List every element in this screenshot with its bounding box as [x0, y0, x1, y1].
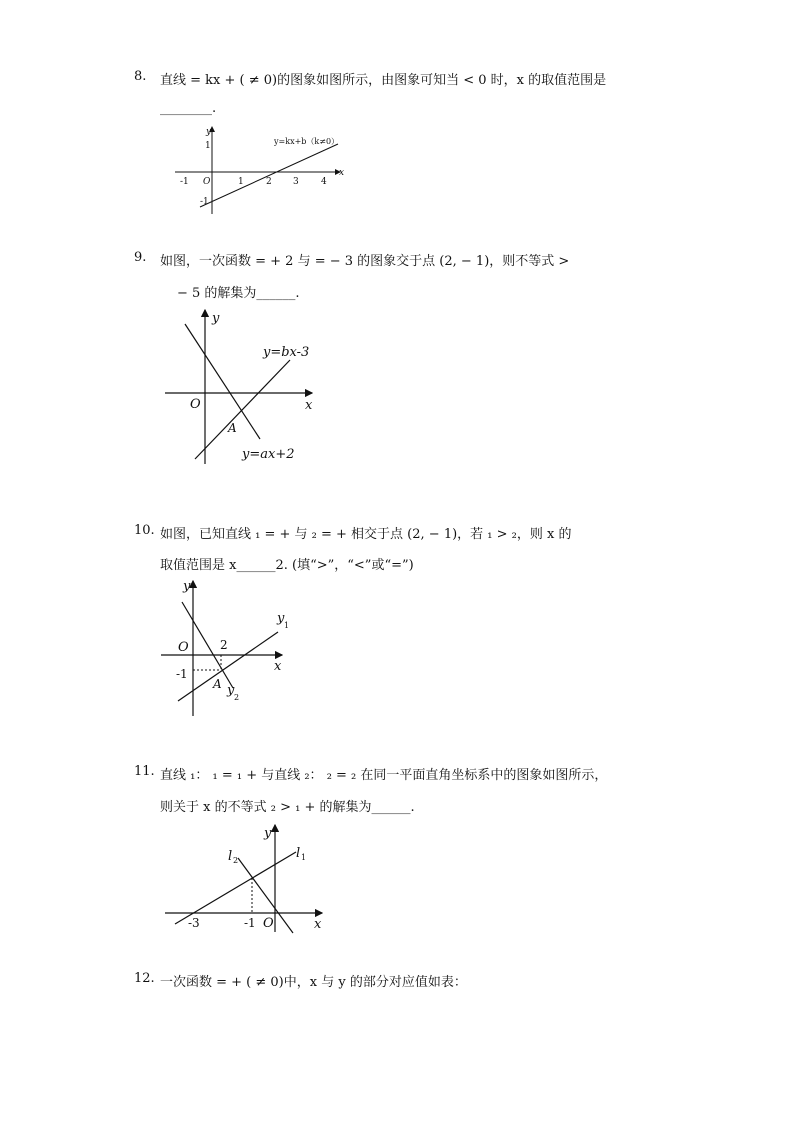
q11-tick-m1: -1 [244, 916, 256, 930]
q10-text-line1: 如图，已知直线 ₁ = + 与 ₂ = + 相交于点 (2, − 1)，若 ₁ > ₂，则 x 的 [160, 527, 572, 542]
q8-line-label: y=kx+b（k≠0） [274, 137, 340, 146]
q10-tick-m1: -1 [176, 667, 188, 681]
q8-blank: ________. [160, 101, 217, 116]
q11-figure [160, 820, 330, 940]
q8-tick-x3: 3 [293, 177, 299, 187]
q8-tick-x1: 1 [238, 177, 244, 187]
q10-label-y2-sub: 2 [234, 693, 240, 702]
q9-figure [160, 304, 330, 466]
q10-x-label: x [274, 659, 282, 674]
q9-text-line2: − 5 的解集为______. [177, 286, 300, 301]
q10-label-y1-sub: 1 [284, 621, 290, 630]
q11-y-label: y [264, 826, 272, 841]
q11-number: 11. [134, 764, 155, 779]
q8-tick-ym1: -1 [200, 197, 209, 207]
q9-line-ax2 [185, 324, 260, 439]
q9-x-label: x [305, 398, 313, 413]
q9-text-line1: 如图，一次函数 = + 2 与 = − 3 的图象交于点 (2, − 1)，则不等式 > [160, 254, 570, 269]
q8-line [200, 144, 338, 207]
q10-label-y2: y [227, 683, 235, 698]
q10-label-y1: y [277, 611, 285, 626]
q10-origin: O [178, 640, 189, 655]
q10-y-label: y [183, 579, 191, 594]
q10-tick-2: 2 [220, 638, 228, 652]
q10-figure [158, 576, 298, 718]
q11-text-line1: 直线 ₁： ₁ = ₁ + 与直线 ₂： ₂ = ₂ 在同一平面直角坐标系中的图象如图所示， [160, 768, 608, 783]
q11-label-l1: l [296, 846, 301, 861]
q8-tick-y1: 1 [205, 141, 211, 151]
q11-label-l2-sub: 2 [233, 856, 239, 865]
q9-origin: O [190, 397, 201, 412]
q8-tick-x2: 2 [266, 177, 272, 187]
q8-y-label: y [206, 127, 212, 137]
q8-number: 8. [134, 69, 147, 84]
q11-x-label: x [314, 917, 322, 932]
q11-label-l2: l [228, 849, 233, 864]
q8-origin: O [203, 177, 211, 187]
q8-tick-xm1: -1 [180, 177, 189, 187]
q9-y-label: y [212, 311, 220, 326]
q9-label-ax2: y=ax+2 [242, 447, 295, 462]
q12-number: 12. [134, 971, 155, 986]
q11-tick-m3: -3 [188, 916, 200, 930]
q8-figure [170, 124, 360, 216]
q10-number: 10. [134, 523, 155, 538]
q8-x-label: x [339, 168, 345, 178]
q9-point-a: A [228, 421, 237, 435]
q9-number: 9. [134, 250, 147, 265]
q12-text-line1: 一次函数 = + ( ≠ 0)中，x 与 y 的部分对应值如表： [160, 975, 467, 990]
q10-text-line2: 取值范围是 x______2. (填“>”，“<”或“=”) [160, 558, 414, 573]
q8-tick-x4: 4 [321, 177, 327, 187]
q11-label-l1-sub: 1 [301, 853, 307, 862]
q9-line-bx3 [195, 360, 290, 459]
q11-text-line2: 则关于 x 的不等式 ₂ > ₁ + 的解集为______. [160, 800, 415, 815]
q11-origin: O [263, 916, 274, 931]
q10-point-a: A [213, 677, 222, 691]
q8-text-line1: 直线 = kx + ( ≠ 0)的图象如图所示，由图象可知当 < 0 时，x 的取值范围是 [160, 73, 607, 88]
q9-label-bx3: y=bx-3 [263, 345, 310, 360]
